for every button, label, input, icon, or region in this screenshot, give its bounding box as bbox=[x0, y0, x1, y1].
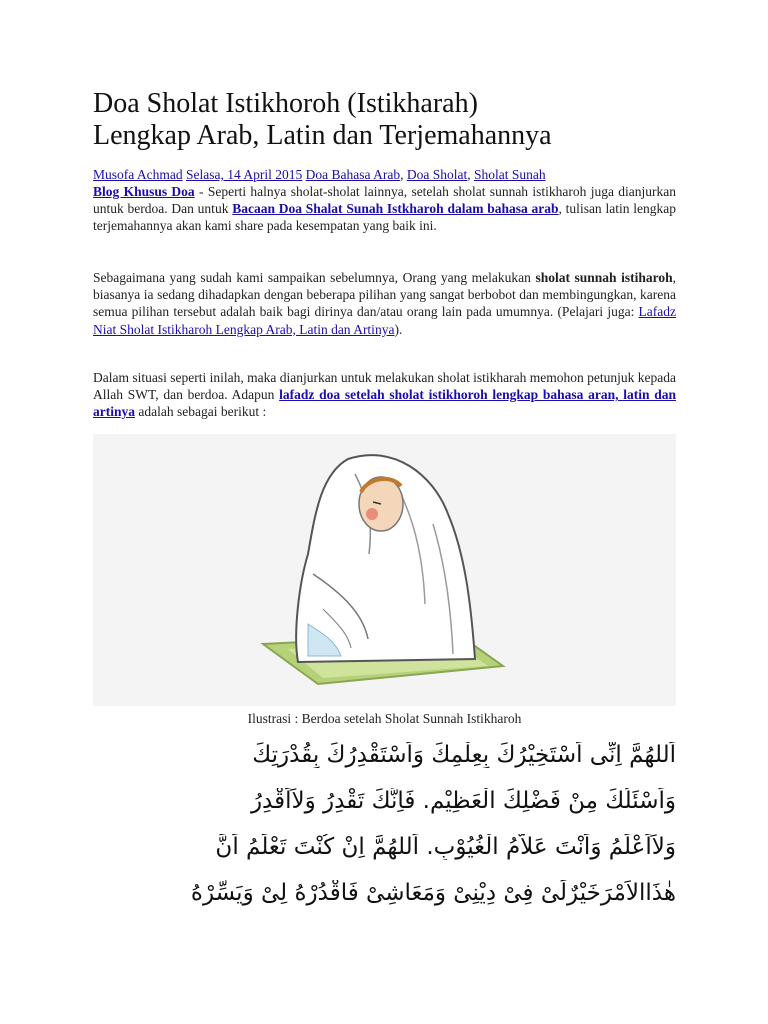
p1-text-2: , tulisan latin lengkap terjemahannya akan kami share pada kesempatan yang baik ini. bbox=[93, 201, 676, 234]
lafadz-niat-link[interactable]: Lafadz Niat Sholat Istikharoh Lengkap Arab, Latin dan Artinya bbox=[93, 304, 676, 337]
intro-paragraph bbox=[93, 183, 676, 235]
second-paragraph bbox=[93, 269, 676, 338]
category-link-doa-sholat[interactable]: Doa Sholat bbox=[406, 167, 468, 182]
arabic-text-line: وَاَسْئَلُكَ مِنْ فَضْلِكَ الْعَظِيْمِ. فَاِنَّكَ تَقْدِرُ وَلاَاَقْدِرُ bbox=[250, 788, 676, 814]
p2-text-3: ). bbox=[394, 321, 403, 337]
author-link[interactable]: Musofa Achmad bbox=[93, 167, 183, 182]
article-title bbox=[93, 88, 693, 152]
arabic-text-line: اَللهُمَّ اِنِّى اَسْتَخِيْرُكَ بِعِلْمِكَ وَاَسْتَقْدِرُكَ بِقُدْرَتِكَ bbox=[252, 742, 676, 768]
p3-text-1: Dalam situasi seperti inilah, maka dianjurkan untuk melakukan sholat istikharah memohon petunjuk kepada Allah SWT, dan berdoa. Adapun bbox=[93, 370, 676, 403]
category-link-doa-bahasa-arab[interactable]: Doa Bahasa Arab bbox=[305, 167, 401, 182]
p3-text-2: adalah sebagai berikut : bbox=[135, 404, 267, 420]
p2-bold-text: sholat sunnah istiharoh bbox=[535, 270, 673, 285]
title-line-1: Doa Sholat Istikhoroh (Istikharah) bbox=[93, 88, 478, 119]
lafadz-doa-link[interactable]: lafadz doa setelah sholat istikhoroh lengkap bahasa aran, latin dan artinya bbox=[93, 387, 676, 420]
p1-text-1: - Seperti halnya sholat-sholat lainnya, setelah sholat sunnah istikharoh juga dianjurkan untuk berdoa. Dan untuk bbox=[93, 184, 676, 217]
p2-text-2: , biasanya ia sedang dihadapkan dengan beberapa pilihan yang sangat berbobot dan membingungkan, karena semua pilihan tersebut adalah baik bagi dirinya dan/atau orang lain pada umumnya. (Pelajari juga: bbox=[93, 270, 677, 320]
third-paragraph bbox=[93, 369, 676, 421]
arabic-text-line: هٰذَاالاَمْرَخَيْرٌلِّىْ فِىْ دِيْنِىْ وَمَعَاشِىْ فَاقْدُرْهُ لِىْ وَيَسِّرْهُ bbox=[190, 880, 676, 906]
praying-girl-illustration bbox=[93, 434, 676, 706]
title-line-2: Lengkap Arab, Latin dan Terjemahannya bbox=[93, 120, 552, 151]
p2-text-1: Sebagaimana yang sudah kami sampaikan sebelumnya, Orang yang melakukan bbox=[93, 270, 536, 285]
blog-link[interactable]: Blog Khusus Doa bbox=[93, 184, 195, 199]
category-link-sholat-sunah[interactable]: Sholat Sunah bbox=[473, 167, 546, 182]
illustration-caption: Ilustrasi : Berdoa setelah Sholat Sunnah Istikharoh bbox=[247, 711, 522, 726]
post-meta: Musofa Achmad Selasa, 14 April 2015 Doa Bahasa Arab, Doa Sholat, Sholat Sunah bbox=[93, 167, 546, 182]
bacaan-doa-link[interactable]: Bacaan Doa Shalat Sunah Istkharoh dalam bahasa arab bbox=[232, 201, 559, 217]
date-link[interactable]: Selasa, 14 April 2015 bbox=[185, 167, 303, 182]
arabic-text-line: وَلاَاَعْلَمُ وَاَنْتَ عَلاَّمُ الْغُيُوْبِ. اَللهُمَّ اِنْ كُنْتَ تَعْلَمُ اَنَّ bbox=[215, 834, 676, 860]
illustration-drawing bbox=[93, 434, 676, 706]
